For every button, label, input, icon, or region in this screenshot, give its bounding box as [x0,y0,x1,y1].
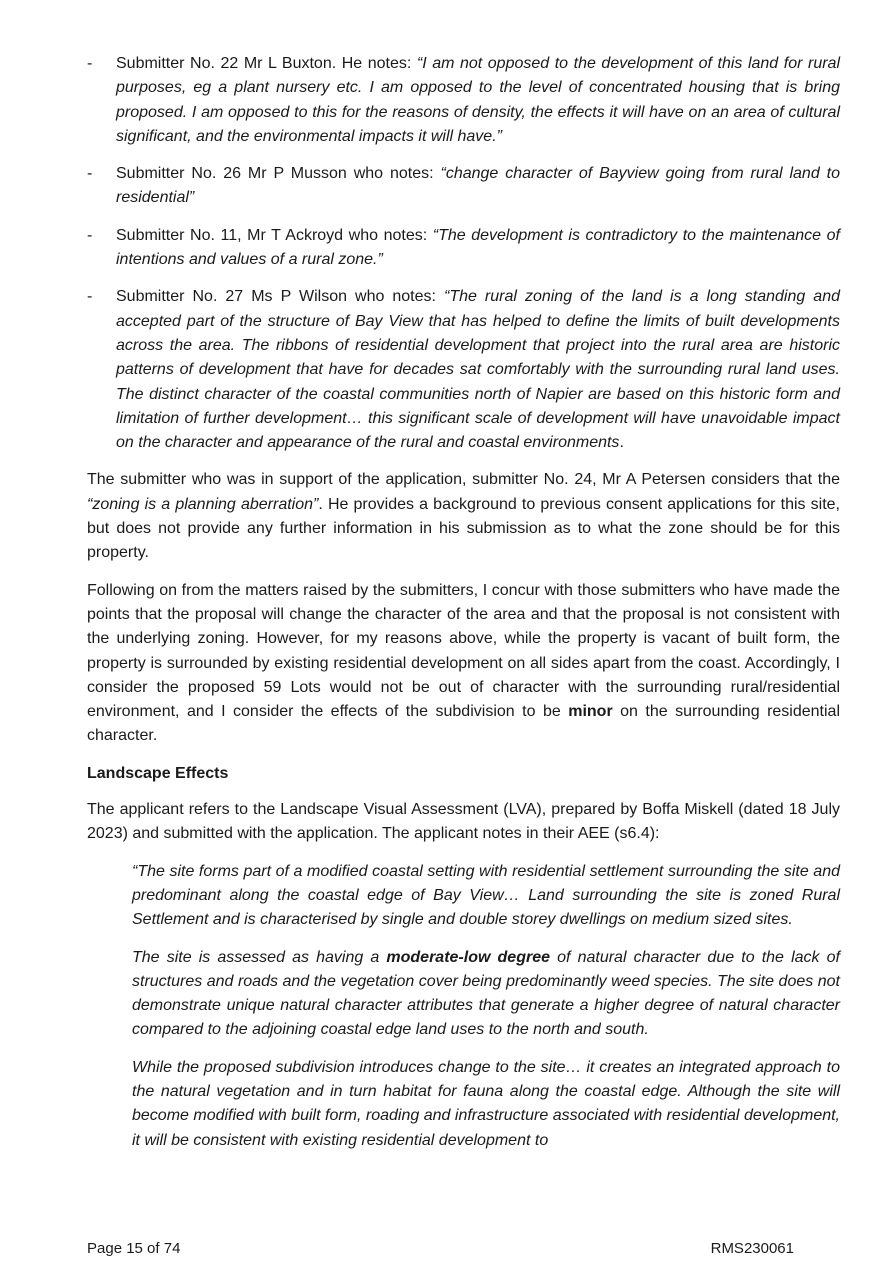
submitter-quote-end: . [619,434,624,452]
concur-text-b: on the surrounding residential character. [87,703,841,745]
bullet-dash: - [87,226,93,244]
support-paragraph [87,468,840,565]
aee-quote-2-text-b: of natural character due to the lack of structures and roads and the vegetation cover being predominantly weed species. The site does not demonstrate unique natural character attributes that generate a higher degree of natural character compared to the adjoining coastal edge land uses to the north and south. [132,948,840,1039]
bullet-dash: - [87,288,93,306]
lva-paragraph: The applicant refers to the Landscape Visual Assessment (LVA), prepared by Boffa Miskell (dated 18 July 2023) and submitted with the application. The applicant notes in their AEE (s6.4): [87,801,840,843]
submitter-bullet-11 [87,224,840,273]
aee-quote-2-text-a: The site is assessed as having a [132,948,387,966]
aee-quote-3: While the proposed subdivision introduces change to the site… it creates an integrated approach to the natural vegetation and in turn habitat for fauna along the coastal edge. Although the site will become modified with built form, roading and infrastructure associated with residential development, it will be consistent with existing residential development to [132,1058,840,1149]
concur-text-a: Following on from the matters raised by the submitters, I concur with those submitters who have made the points that the proposal will change the character of the area and that the proposal is not consistent with the underlying zoning. However, for my reasons above, while the property is vacant of built form, the property is surrounded by existing residential development on all sides apart from the coast. Accordingly, I consider the proposed 59 Lots would not be out of character with the surrounding rural/residential environment, and I consider the effects of the subdivision to be [87,581,840,721]
support-text-a: The submitter who was in support of the application, submitter No. 24, Mr A Petersen considers that the [87,471,840,489]
submitter-quote: “I am not opposed to the development of this land for rural purposes, eg a plant nursery etc. I am opposed to the level of concentrated housing that is bring proposed. I am opposed to this for the reasons of density, the effects it will have on an area of cultural significant, and the environmental impacts it will have.” [116,55,841,145]
submitter-quote: “The development is contradictory to the maintenance of intentions and values of a rural zone.” [116,226,841,269]
aee-quote-2 [132,946,840,1043]
bullet-dash: - [87,55,93,72]
submitter-bullet-22 [87,52,840,149]
submitter-intro: Submitter No. 22 Mr L Buxton. He notes: [116,55,417,72]
submitter-intro: Submitter No. 26 Mr P Musson who notes: [116,165,441,183]
support-quote: “zoning is a planning aberration” [87,495,319,513]
section-heading-landscape: Landscape Effects [87,764,229,782]
page-number: Page 15 of 74 [87,1240,181,1257]
support-text-b: . He provides a background to previous consent applications for this site, but does not provide any further information in his submission as to what the zone should be for this property. [87,495,841,562]
concur-bold-minor: minor [568,703,613,721]
concur-paragraph [87,579,840,749]
submitter-bullet-26 [87,162,840,211]
submitter-quote: “The rural zoning of the land is a long standing and accepted part of the structure of Bay View that has helped to define the limits of built developments across the area. The ribbons of residential development that project into the rural area are historic patterns of development that have for decades sat comfortably with the surrounding rural land uses. The distinct character of the coastal communities north of Napier are based on this historic form and limitation of further development… this significant scale of development will have unavoidable impact on the character and appearance of the rural and coastal environments [116,288,840,452]
aee-quote-1: “The site forms part of a modified coastal setting with residential settlement surrounding the site and predominant along the coastal edge of Bay View… Land surrounding the site is zoned Rural Settlement and is characterised by single and double storey dwellings on medium sized sites. [132,862,840,929]
submitter-intro: Submitter No. 27 Ms P Wilson who notes: [116,288,444,306]
submitter-bullet-27 [87,285,840,455]
document-body [87,52,840,1166]
submitter-intro: Submitter No. 11, Mr T Ackroyd who notes: [116,226,433,244]
bullet-dash: - [87,165,93,183]
aee-quote-2-bold: moderate-low degree [386,948,550,966]
submitter-quote: “change character of Bayview going from rural land to residential” [116,165,840,207]
document-reference: RMS230061 [710,1240,794,1257]
